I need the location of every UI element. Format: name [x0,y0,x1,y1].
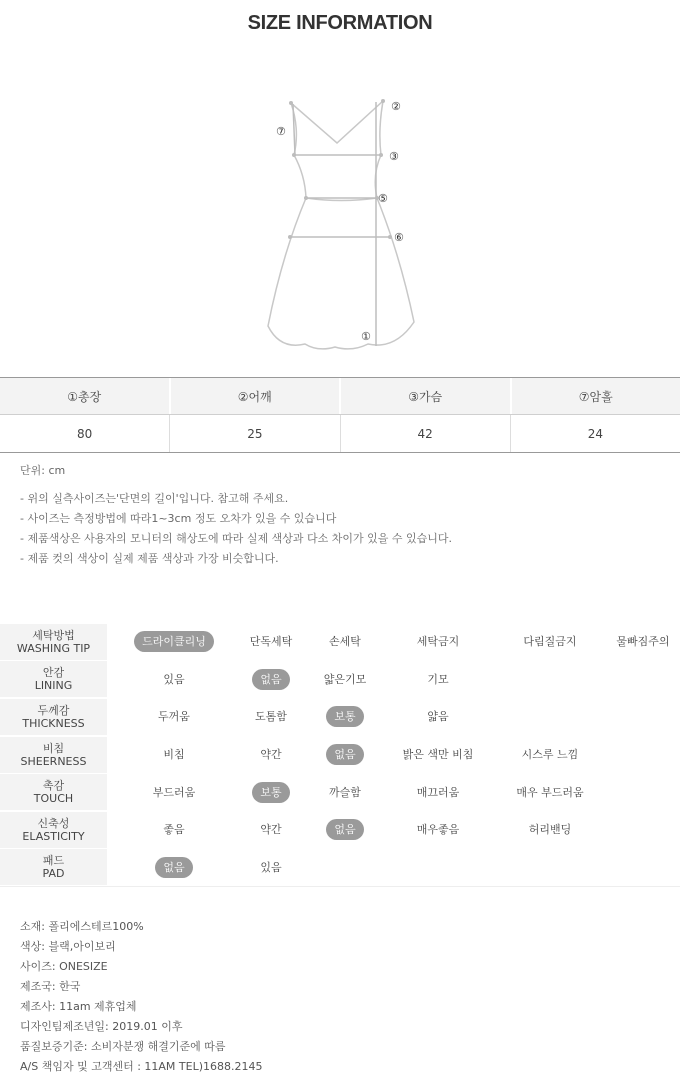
guide-option [234,774,308,810]
guide-option [234,661,308,697]
marker-1: ① [361,330,371,343]
guide-option-label: 까슬함 [329,785,361,799]
guide-option [382,774,494,810]
guide-option [606,812,680,848]
guide-row [0,811,680,849]
guide-option-label: 있음 [260,860,282,874]
guide-row [0,849,680,887]
guide-row-label [0,699,107,735]
guide-option-label: 다림질금지 [523,635,577,649]
info-quality-standard: 품질보증기준: 소비자분쟁 해결기준에 따름 [20,1040,226,1053]
info-customer-service: A/S 책임자 및 고객센터 : 11AM TEL)1688.2145 [20,1060,263,1073]
guide-option-selected-badge: 없음 [326,819,363,840]
size-table-row [0,415,680,452]
marker-3: ③ [389,150,399,163]
info-color: 색상: 블랙,아이보리 [20,940,116,953]
guide-option [114,774,234,810]
guide-option [114,737,234,773]
dress-size-diagram [0,80,680,370]
size-table [0,377,680,453]
guide-row-label [0,774,107,810]
info-manufacture-date: 디자인팀제조년일: 2019.01 이후 [20,1020,183,1033]
size-value-chest: 42 [341,415,511,452]
guide-option [114,699,234,735]
guide-row-label [0,661,107,697]
guide-option [114,849,234,885]
guide-option-label: 매우 부드러움 [516,785,584,799]
guide-option [308,849,382,885]
guide-row-label [0,737,107,773]
guide-option-label: 물빠짐주의 [616,635,670,649]
guide-option [606,849,680,885]
guide-row [0,623,680,661]
guide-option-label: 매끄러움 [416,785,460,799]
guide-option [494,812,606,848]
page-title: SIZE INFORMATION [247,12,433,34]
guide-option-label: 얇음 [427,710,449,724]
guide-option [494,737,606,773]
size-value-total-length: 80 [0,415,170,452]
note-line: - 위의 실측사이즈는'단면의 길이'입니다. 참고해 주세요. [20,492,289,505]
guide-label-ko: 두께감 [37,703,70,717]
guide-option-label: 매우좋음 [416,823,460,837]
guide-option [494,699,606,735]
guide-option [308,624,382,660]
guide-option-label: 허리밴딩 [528,823,572,837]
guide-row-label [0,624,107,660]
size-header-chest: ③가슴 [341,378,512,414]
guide-option-label: 얇은기모 [323,672,367,686]
guide-option [382,812,494,848]
guide-option-label: 시스루 느낌 [521,748,579,762]
guide-label-ko: 촉감 [42,779,65,793]
guide-label-ko: 비침 [42,741,65,755]
guide-option [494,774,606,810]
note-line: - 사이즈는 측정방법에 따라1~3cm 정도 오차가 있을 수 있습니다 [20,512,337,525]
size-value-shoulder: 25 [170,415,340,452]
guide-option [494,661,606,697]
size-header-armhole: ⑦암홀 [578,389,613,404]
guide-option [234,699,308,735]
guide-row-label [0,812,107,848]
size-value-armhole: 24 [587,426,604,441]
guide-option [308,774,382,810]
guide-option [606,699,680,735]
guide-option-selected-badge: 없음 [326,744,363,765]
guide-label-en: LINING [34,679,73,693]
guide-option [234,812,308,848]
guide-row [0,661,680,699]
marker-6: ⑥ [394,231,404,244]
guide-option-label: 손세탁 [329,635,361,649]
size-header-shoulder: ②어깨 [171,378,342,414]
guide-option-label: 단독세탁 [249,635,293,649]
guide-option [234,737,308,773]
guide-option [382,661,494,697]
guide-option [382,849,494,885]
guide-option-selected-badge: 없음 [155,857,192,878]
guide-option-label: 기모 [427,672,449,686]
guide-option-selected-badge: 없음 [252,669,289,690]
guide-option [606,624,680,660]
guide-option [494,849,606,885]
info-size: 사이즈: ONESIZE [20,960,108,973]
guide-option [234,849,308,885]
guide-row [0,773,680,811]
size-table-header [0,378,680,415]
unit-label: 단위: cm [20,464,66,477]
guide-option-selected-badge: 보통 [252,782,289,803]
guide-option-selected-badge: 드라이클리닝 [134,631,214,652]
guide-option-label: 부드러움 [152,785,196,799]
guide-option [382,737,494,773]
guide-option-label: 세탁금지 [416,635,460,649]
guide-row [0,736,680,774]
guide-option [308,737,382,773]
guide-label-en: THICKNESS [22,716,85,730]
info-material: 소재: 폴리에스테르100% [20,920,144,933]
guide-label-en: WASHING TIP [16,641,91,655]
guide-option [308,699,382,735]
note-line: - 제품색상은 사용자의 모니터의 해상도에 따라 실제 색상과 다소 차이가 있을 수 있습니다. [20,532,452,545]
guide-row [0,698,680,736]
info-country: 제조국: 한국 [20,980,81,993]
guide-option-label: 비침 [163,748,185,762]
guide-label-ko: 세탁방법 [32,628,75,642]
guide-option [606,774,680,810]
guide-option [114,661,234,697]
guide-row-label [0,849,107,885]
info-manufacturer: 제조사: 11am 제휴업체 [20,1000,137,1013]
guide-label-ko: 신축성 [37,816,70,830]
marker-5: ⑤ [378,192,388,205]
guide-option-label: 약간 [260,748,282,762]
guide-option [606,661,680,697]
guide-option [114,812,234,848]
guide-label-en: TOUCH [33,792,74,806]
marker-2: ② [391,100,401,113]
guide-option [114,624,234,660]
product-info [20,917,263,1077]
size-header-total-length: ①총장 [0,378,171,414]
guide-label-en: PAD [42,867,65,881]
guide-label-en: ELASTICITY [22,829,85,843]
guide-option-selected-badge: 보통 [326,706,363,727]
size-notes [20,489,452,569]
guide-option-label: 도톰함 [255,710,287,724]
guide-label-ko: 안감 [42,666,65,680]
guide-option [308,812,382,848]
guide-option-label: 약간 [260,823,282,837]
guide-option [494,624,606,660]
guide-option [234,624,308,660]
guide-option-label: 두꺼움 [158,710,190,724]
note-line: - 제품 컷의 색상이 실제 제품 색상과 가장 비슷합니다. [20,552,279,565]
guide-label-ko: 패드 [42,854,65,868]
marker-7: ⑦ [276,125,286,138]
guide-option-label: 밝은 색만 비침 [402,748,474,762]
guide-label-en: SHEERNESS [20,754,87,768]
product-guide-table [0,623,680,887]
guide-option [308,661,382,697]
guide-option-label: 좋음 [163,823,185,837]
guide-option [382,699,494,735]
guide-option [382,624,494,660]
guide-option [606,737,680,773]
guide-option-label: 있음 [163,672,185,686]
